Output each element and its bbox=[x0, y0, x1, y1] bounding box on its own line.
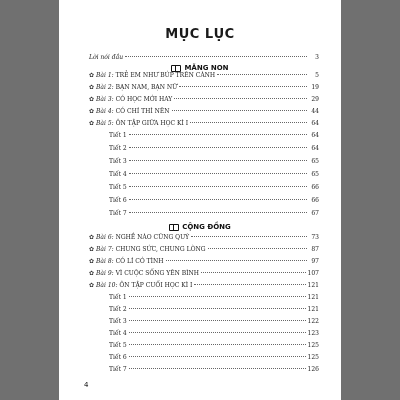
lesson-number: Bài 4: bbox=[96, 108, 114, 115]
flower-bullet-icon: ✿ bbox=[89, 234, 95, 241]
book-icon bbox=[171, 65, 181, 72]
dot-leader bbox=[201, 272, 306, 273]
page-ref: 97 bbox=[311, 258, 319, 265]
page-ref: 87 bbox=[311, 246, 319, 253]
toc-entry-period[interactable] bbox=[109, 342, 319, 354]
dot-leader bbox=[129, 212, 307, 213]
toc-entry-period[interactable] bbox=[109, 132, 319, 144]
page-ref: 121 bbox=[307, 282, 319, 289]
period-label: Tiết 5 bbox=[109, 184, 127, 191]
page-ref: 66 bbox=[311, 184, 319, 191]
page-ref: 107 bbox=[307, 270, 319, 277]
book-icon bbox=[169, 224, 179, 231]
page-ref: 67 bbox=[311, 210, 319, 217]
dot-leader bbox=[174, 98, 307, 99]
section-name: CỘNG ĐỒNG bbox=[182, 223, 231, 231]
period-label: Tiết 4 bbox=[109, 171, 127, 178]
section-name: MĂNG NON bbox=[184, 64, 229, 72]
page-ref: 121 bbox=[307, 294, 319, 301]
flower-bullet-icon: ✿ bbox=[89, 120, 95, 127]
toc-entry-lesson[interactable] bbox=[89, 246, 319, 258]
flower-bullet-icon: ✿ bbox=[89, 108, 95, 115]
dot-leader bbox=[129, 160, 307, 161]
toc-entry-period[interactable] bbox=[109, 197, 319, 209]
preface-label: Lời nói đầu bbox=[89, 54, 124, 61]
page-ref: 122 bbox=[307, 318, 319, 325]
flower-bullet-icon: ✿ bbox=[89, 258, 95, 265]
dot-leader bbox=[129, 296, 306, 297]
page-ref: 121 bbox=[307, 306, 319, 313]
dot-leader bbox=[129, 332, 306, 333]
dot-leader bbox=[217, 74, 307, 75]
dot-leader bbox=[190, 122, 307, 123]
page-ref: 65 bbox=[311, 171, 319, 178]
dot-leader bbox=[129, 199, 307, 200]
page-ref: 123 bbox=[307, 330, 319, 337]
section-heading bbox=[59, 64, 341, 72]
period-label: Tiết 1 bbox=[109, 294, 127, 301]
dot-leader bbox=[194, 284, 305, 285]
toc-entry-lesson[interactable] bbox=[89, 84, 319, 96]
page-ref: 64 bbox=[311, 132, 319, 139]
page-ref: 66 bbox=[311, 197, 319, 204]
page-ref: 125 bbox=[307, 354, 319, 361]
lesson-number: Bài 2: bbox=[96, 84, 114, 91]
dot-leader bbox=[129, 308, 306, 309]
lesson-title: ÔN TẬP CUỐI HỌC KÌ I bbox=[119, 282, 193, 289]
dot-leader bbox=[129, 368, 306, 369]
toc-entry-lesson[interactable] bbox=[89, 258, 319, 270]
toc-page bbox=[59, 0, 341, 400]
lesson-number: Bài 9: bbox=[96, 270, 114, 277]
dot-leader bbox=[129, 173, 307, 174]
lesson-number: Bài 10: bbox=[96, 282, 118, 289]
dot-leader bbox=[191, 236, 307, 237]
lesson-number: Bài 5: bbox=[96, 120, 114, 127]
dot-leader bbox=[129, 320, 306, 321]
toc-entry-period[interactable] bbox=[109, 306, 319, 318]
lesson-number: Bài 3: bbox=[96, 96, 114, 103]
page-ref: 5 bbox=[315, 72, 319, 79]
dot-leader bbox=[129, 147, 307, 148]
page-ref: 73 bbox=[311, 234, 319, 241]
lesson-title: CÓ LÍ CÓ TÌNH bbox=[115, 258, 164, 265]
dot-leader bbox=[129, 186, 307, 187]
toc-entry-period[interactable] bbox=[109, 145, 319, 157]
toc-entry-lesson[interactable] bbox=[89, 108, 319, 120]
period-label: Tiết 6 bbox=[109, 197, 127, 204]
period-label: Tiết 6 bbox=[109, 354, 127, 361]
flower-bullet-icon: ✿ bbox=[89, 246, 95, 253]
page-ref: 126 bbox=[307, 366, 319, 373]
lesson-number: Bài 7: bbox=[96, 246, 114, 253]
dot-leader bbox=[129, 356, 306, 357]
lesson-title: VÌ CUỘC SỐNG YÊN BÌNH bbox=[115, 270, 199, 277]
toc-entry-period[interactable] bbox=[109, 171, 319, 183]
page-ref: 44 bbox=[311, 108, 319, 115]
section-heading bbox=[59, 223, 341, 231]
lesson-title: TRẺ EM NHƯ BÚP TRÊN CÀNH bbox=[115, 72, 216, 79]
right-background-bar bbox=[341, 0, 400, 400]
flower-bullet-icon: ✿ bbox=[89, 72, 95, 79]
dot-leader bbox=[179, 86, 307, 87]
page-ref: 64 bbox=[311, 120, 319, 127]
toc-entry-period[interactable] bbox=[109, 330, 319, 342]
lesson-number: Bài 8: bbox=[96, 258, 114, 265]
period-label: Tiết 2 bbox=[109, 145, 127, 152]
dot-leader bbox=[129, 134, 307, 135]
toc-entry-lesson[interactable] bbox=[89, 120, 319, 132]
lesson-title: CHUNG SỨC, CHUNG LÒNG bbox=[115, 246, 206, 253]
toc-entry-lesson[interactable] bbox=[89, 96, 319, 108]
toc-entry-period[interactable] bbox=[109, 354, 319, 366]
dot-leader bbox=[208, 248, 307, 249]
lesson-number: Bài 6: bbox=[96, 234, 114, 241]
toc-entry-period[interactable] bbox=[109, 184, 319, 196]
left-background-bar bbox=[0, 0, 59, 400]
flower-bullet-icon: ✿ bbox=[89, 270, 95, 277]
toc-entry-lesson[interactable] bbox=[89, 282, 319, 294]
page-ref: 125 bbox=[307, 342, 319, 349]
toc-entry-lesson[interactable] bbox=[89, 72, 319, 84]
period-label: Tiết 2 bbox=[109, 306, 127, 313]
toc-entry-period[interactable] bbox=[109, 366, 319, 378]
flower-bullet-icon: ✿ bbox=[89, 84, 95, 91]
dot-leader bbox=[172, 110, 308, 111]
toc-entry-period[interactable] bbox=[109, 158, 319, 170]
period-label: Tiết 5 bbox=[109, 342, 127, 349]
dot-leader bbox=[166, 260, 307, 261]
page-ref: 19 bbox=[311, 84, 319, 91]
page-ref: 3 bbox=[315, 54, 319, 61]
dot-leader bbox=[125, 56, 307, 57]
toc-entry-lesson[interactable] bbox=[89, 234, 319, 246]
page-ref: 29 bbox=[311, 96, 319, 103]
lesson-title: ÔN TẬP GIỮA HỌC KÌ I bbox=[115, 120, 189, 127]
toc-entry-lesson[interactable] bbox=[89, 270, 319, 282]
page-ref: 65 bbox=[311, 158, 319, 165]
period-label: Tiết 1 bbox=[109, 132, 127, 139]
lesson-number: Bài 1: bbox=[96, 72, 114, 79]
period-label: Tiết 3 bbox=[109, 318, 127, 325]
page-title: MỤC LỤC bbox=[165, 27, 235, 42]
page-ref: 64 bbox=[311, 145, 319, 152]
dot-leader bbox=[129, 344, 306, 345]
lesson-title: BẠN NAM, BẠN NỮ bbox=[115, 84, 178, 91]
lesson-title: CÓ HỌC MỚI HAY bbox=[115, 96, 173, 103]
page-number: 4 bbox=[84, 381, 89, 389]
period-label: Tiết 7 bbox=[109, 210, 127, 217]
period-label: Tiết 3 bbox=[109, 158, 127, 165]
toc-entry-period[interactable] bbox=[109, 210, 319, 222]
lesson-title: CÓ CHÍ THÌ NÊN bbox=[115, 108, 170, 115]
period-label: Tiết 4 bbox=[109, 330, 127, 337]
flower-bullet-icon: ✿ bbox=[89, 96, 95, 103]
flower-bullet-icon: ✿ bbox=[89, 282, 95, 289]
lesson-title: NGHỀ NÀO CŨNG QUÝ bbox=[115, 234, 190, 241]
period-label: Tiết 7 bbox=[109, 366, 127, 373]
toc-entry-period[interactable] bbox=[109, 294, 319, 306]
toc-entry-period[interactable] bbox=[109, 318, 319, 330]
